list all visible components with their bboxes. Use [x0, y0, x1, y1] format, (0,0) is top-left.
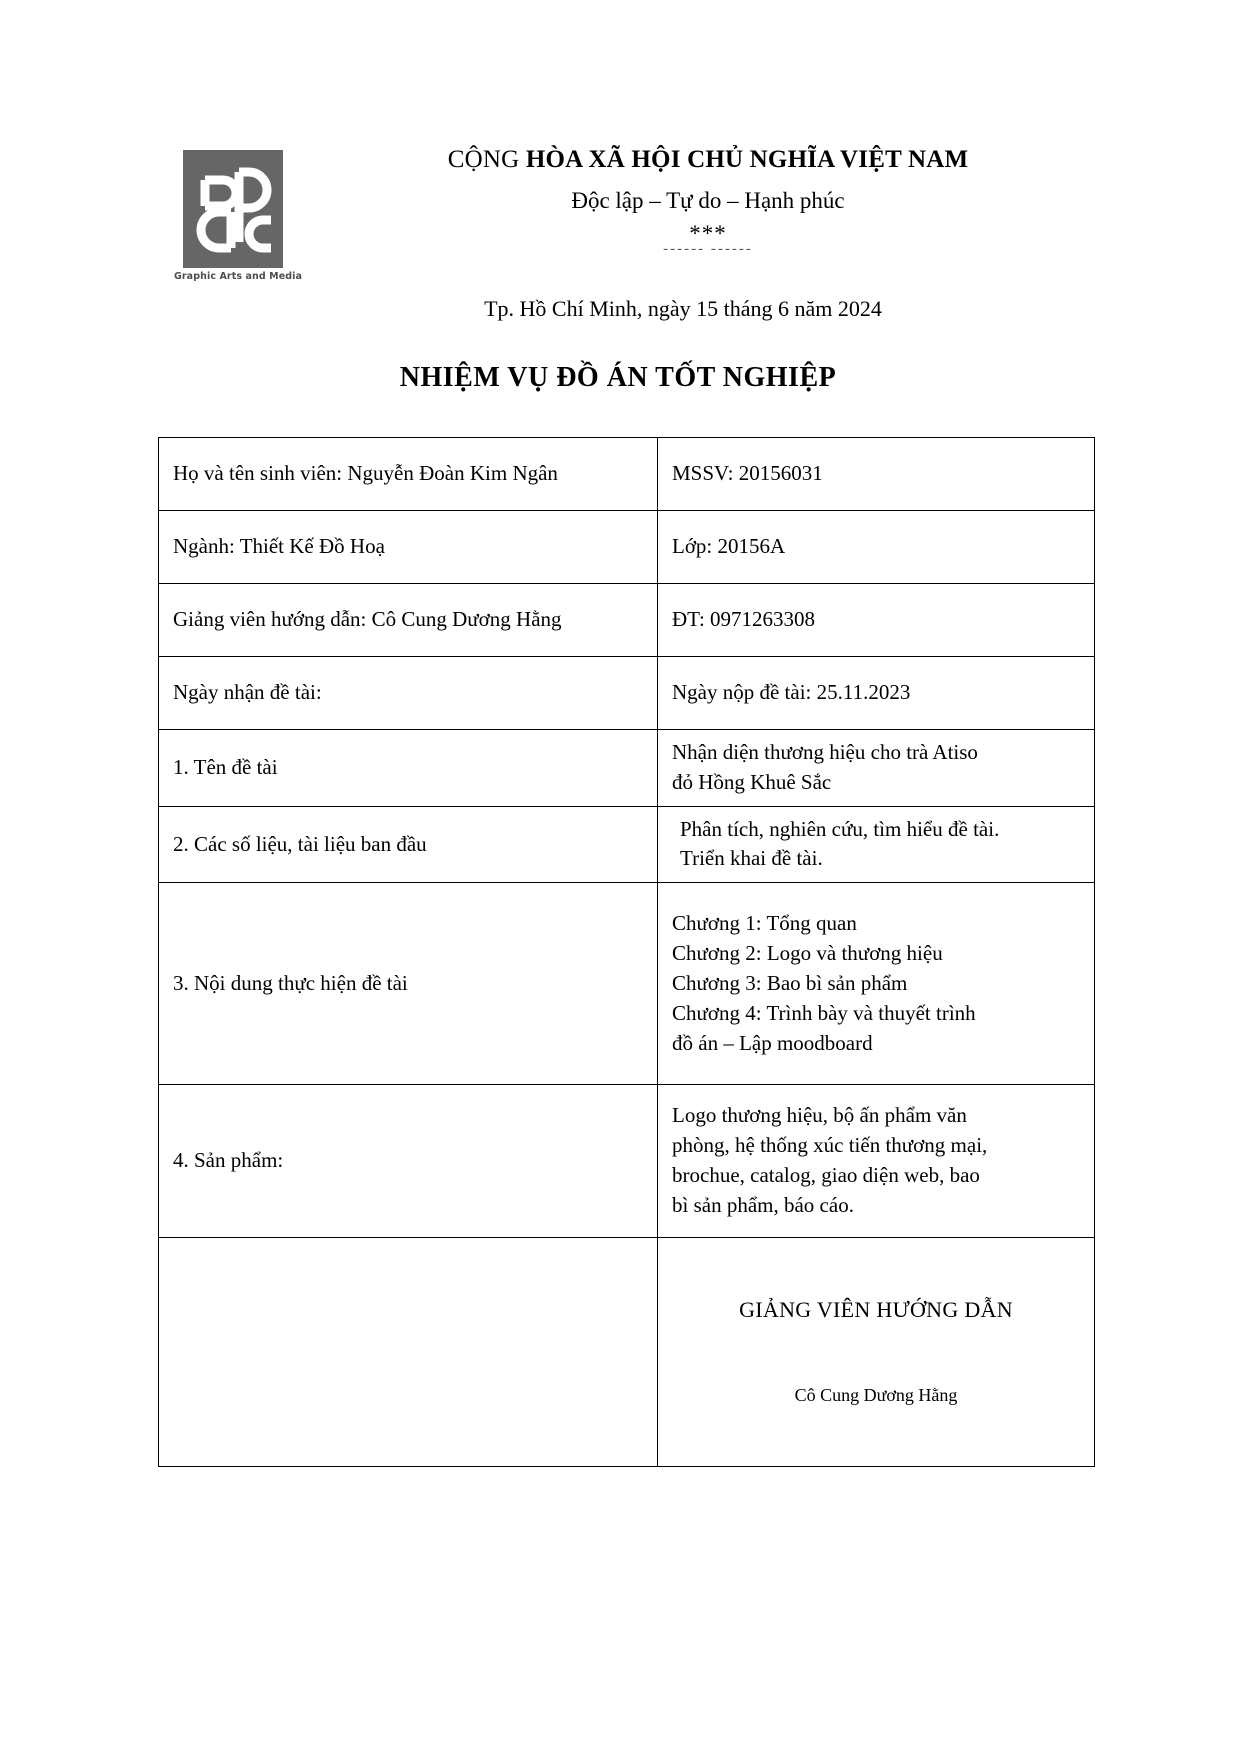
section-4-value	[658, 1085, 1095, 1237]
table-row	[159, 1237, 1095, 1466]
advisor-cell: Giảng viên hướng dẫn: Cô Cung Dương Hằng	[159, 584, 658, 657]
section-1-line: Nhận diện thương hiệu cho trà Atiso	[672, 740, 978, 764]
section-4-line: phòng, hệ thống xúc tiến thương mại,	[672, 1133, 988, 1158]
major-cell: Ngành: Thiết Kế Đồ Hoạ	[159, 511, 658, 584]
section-4-label: 4. Sản phẩm:	[159, 1085, 658, 1237]
section-3-line: đồ án – Lập moodboard	[672, 1030, 873, 1055]
section-4-line: bì sản phẩm, báo cáo.	[672, 1192, 854, 1217]
logo-caption: Graphic Arts and Media	[174, 271, 303, 282]
signature-name: Cô Cung Dương Hằng	[794, 1385, 958, 1406]
gpdc-logo-icon	[183, 150, 283, 268]
stars-separator: ***	[689, 221, 727, 246]
signature-empty-cell	[159, 1237, 658, 1466]
dashes-separator: ------ ------	[663, 241, 753, 257]
section-2-line: Triển khai đề tài.	[680, 846, 823, 871]
class-cell: Lớp: 20156A	[658, 511, 1095, 584]
table-row	[159, 657, 1095, 730]
table-row	[159, 438, 1095, 511]
table-row	[159, 584, 1095, 657]
table-row	[159, 730, 1095, 807]
institution-logo-block	[174, 150, 303, 282]
section-2-value	[658, 806, 1095, 883]
student-name-cell: Họ và tên sinh viên: Nguyễn Đoàn Kim Ngân	[159, 438, 658, 511]
country-line	[338, 146, 1078, 174]
table-row	[159, 511, 1095, 584]
student-id-cell: MSSV: 20156031	[658, 438, 1095, 511]
section-3-line: Chương 2: Logo và thương hiệu	[672, 941, 943, 966]
national-header-text	[338, 146, 1078, 258]
signature-cell	[658, 1237, 1095, 1466]
section-3-line: Chương 4: Trình bày và thuyết trình	[672, 1000, 976, 1025]
section-3-line: Chương 3: Bao bì sản phẩm	[672, 970, 908, 995]
country-line-bold: HÒA XÃ HỘI CHỦ NGHĨA VIỆT NAM	[525, 146, 969, 173]
section-1-line: đỏ Hồng Khuê Sắc	[672, 769, 832, 794]
country-line-prefix: CỘNG	[447, 146, 526, 173]
submit-date-cell: Ngày nộp đề tài: 25.11.2023	[658, 657, 1095, 730]
section-3-label: 3. Nội dung thực hiện đề tài	[159, 883, 658, 1085]
signature-title: GIẢNG VIÊN HƯỚNG DẪN	[739, 1297, 1013, 1323]
assignment-table	[158, 437, 1095, 1467]
section-1-label: 1. Tên đề tài	[159, 730, 658, 807]
receive-date-cell: Ngày nhận đề tài:	[159, 657, 658, 730]
table-row	[159, 883, 1095, 1085]
table-row	[159, 806, 1095, 883]
section-1-value	[658, 730, 1095, 807]
national-motto: Độc lập – Tự do – Hạnh phúc	[571, 188, 845, 213]
table-row	[159, 1085, 1095, 1237]
document-header	[158, 140, 1078, 310]
phone-cell: ĐT: 0971263308	[658, 584, 1095, 657]
place-and-date-line: Tp. Hồ Chí Minh, ngày 15 tháng 6 năm 2024	[484, 296, 882, 321]
section-4-line: brochue, catalog, giao diện web, bao	[672, 1162, 980, 1187]
section-2-label: 2. Các số liệu, tài liệu ban đầu	[159, 806, 658, 883]
section-2-line: Phân tích, nghiên cứu, tìm hiểu đề tài.	[680, 816, 1000, 841]
section-3-line: Chương 1: Tổng quan	[672, 911, 857, 936]
section-4-line: Logo thương hiệu, bộ ấn phẩm văn	[672, 1103, 967, 1128]
section-3-value	[658, 883, 1095, 1085]
page-title: NHIỆM VỤ ĐỒ ÁN TỐT NGHIỆP	[399, 362, 837, 393]
